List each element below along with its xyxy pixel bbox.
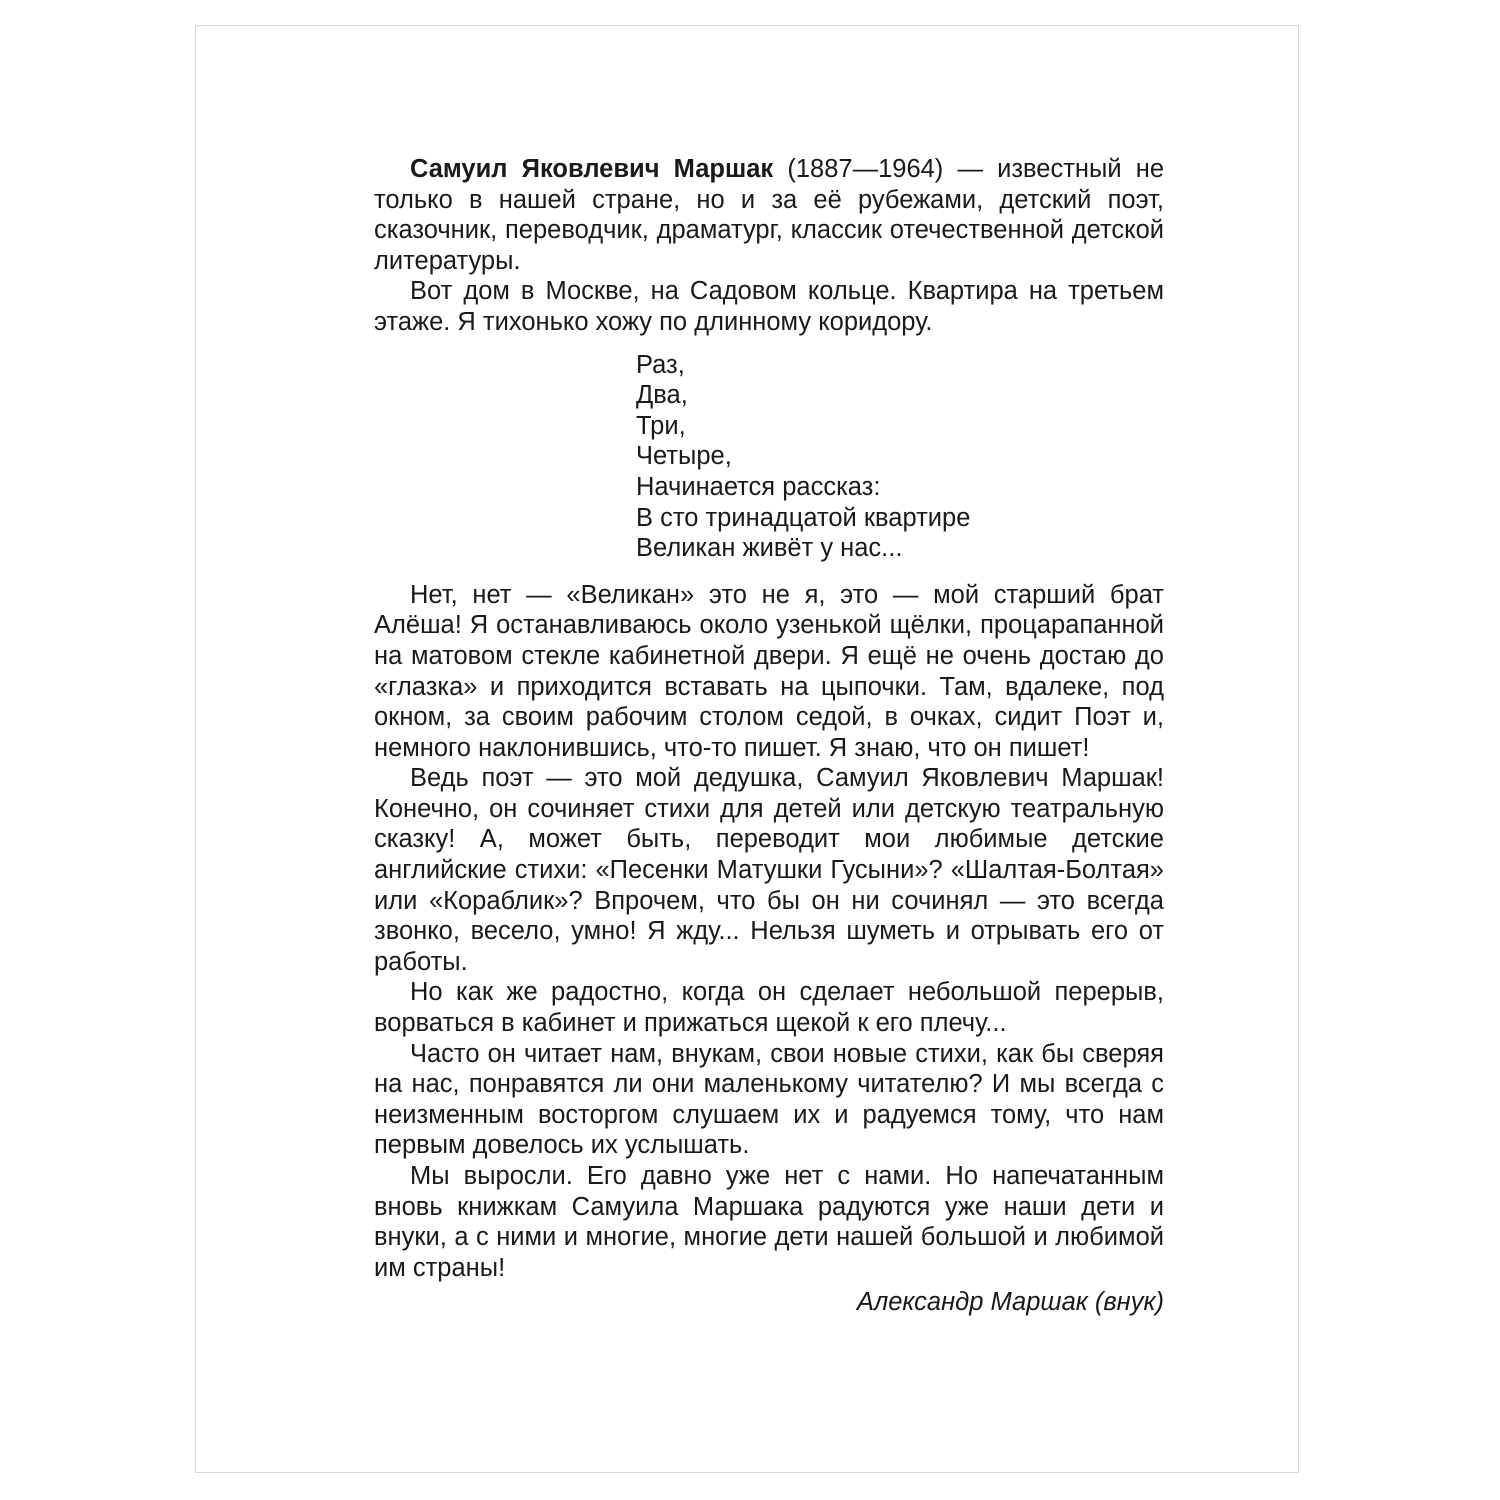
intro-text: (1887—1964) — известный не только в нашей стране, но и за её рубежами, детский поэт, сказочник, переводчик, драматург, классик отечественной детской литературы. (374, 155, 1164, 275)
poem-line: Три, (636, 411, 686, 440)
intro-paragraph (374, 154, 1164, 276)
page-text (374, 154, 1164, 1318)
poem-line: Начинается рассказ: (636, 472, 881, 501)
body-paragraph: Мы выросли. Его давно уже нет с нами. Но напечатанным вновь книжкам Самуила Маршака радуются уже наши дети и внуки, а с ними и многие, многие дети нашей большой и любимой им страны! (374, 1162, 1164, 1282)
body-paragraph: Но как же радостно, когда он сделает небольшой перерыв, ворваться в кабинет и прижаться щекой к его плечу... (374, 978, 1164, 1038)
poem-line: В сто тринадцатой квартире (636, 503, 971, 532)
body-paragraph: Часто он читает нам, внукам, свои новые стихи, как бы сверяя на нас, понравятся ли они маленькому читателю? И мы всегда с неизменным восторгом слушаем их и радуемся тому, что нам первым довелось их услышать. (374, 1039, 1164, 1160)
poem-line: Раз, (636, 350, 685, 379)
poem-line: Два, (636, 381, 688, 410)
poem (636, 350, 1164, 564)
signature: Александр Маршак (внук) (856, 1288, 1164, 1317)
poem-line: Четыре, (636, 442, 732, 471)
poem-line: Великан живёт у нас... (636, 534, 903, 563)
body-paragraph: Ведь поэт — это мой дедушка, Самуил Яковлевич Маршак! Конечно, он сочиняет стихи для детей или детскую театральную сказку! А, может быть, переводит мои любимые детские английские стихи: «Песенки Матушки Гусыни»? «Шалтая-Болтая» или «Кораблик»? Впрочем, что бы он ни сочинял — это всегда звонко, весело, умно! Я жду... Нельзя шуметь и отрывать его от работы. (374, 764, 1164, 976)
body-paragraph: Нет, нет — «Великан» это не я, это — мой старший брат Алёша! Я останавливаюсь около узенькой щёлки, процарапанной на матовом стекле кабинетной двери. Я ещё не очень достаю до «глазка» и приходится вставать на цыпочки. Там, вдалеке, под окном, за своим рабочим столом седой, в очках, сидит Поэт и, немного наклонившись, что-то пишет. Я знаю, что он пишет! (374, 580, 1164, 762)
author-name: Самуил Яковлевич Маршак (410, 155, 774, 183)
house-paragraph: Вот дом в Москве, на Садовом кольце. Квартира на третьем этаже. Я тихонько хожу по длинному коридору. (374, 277, 1164, 336)
